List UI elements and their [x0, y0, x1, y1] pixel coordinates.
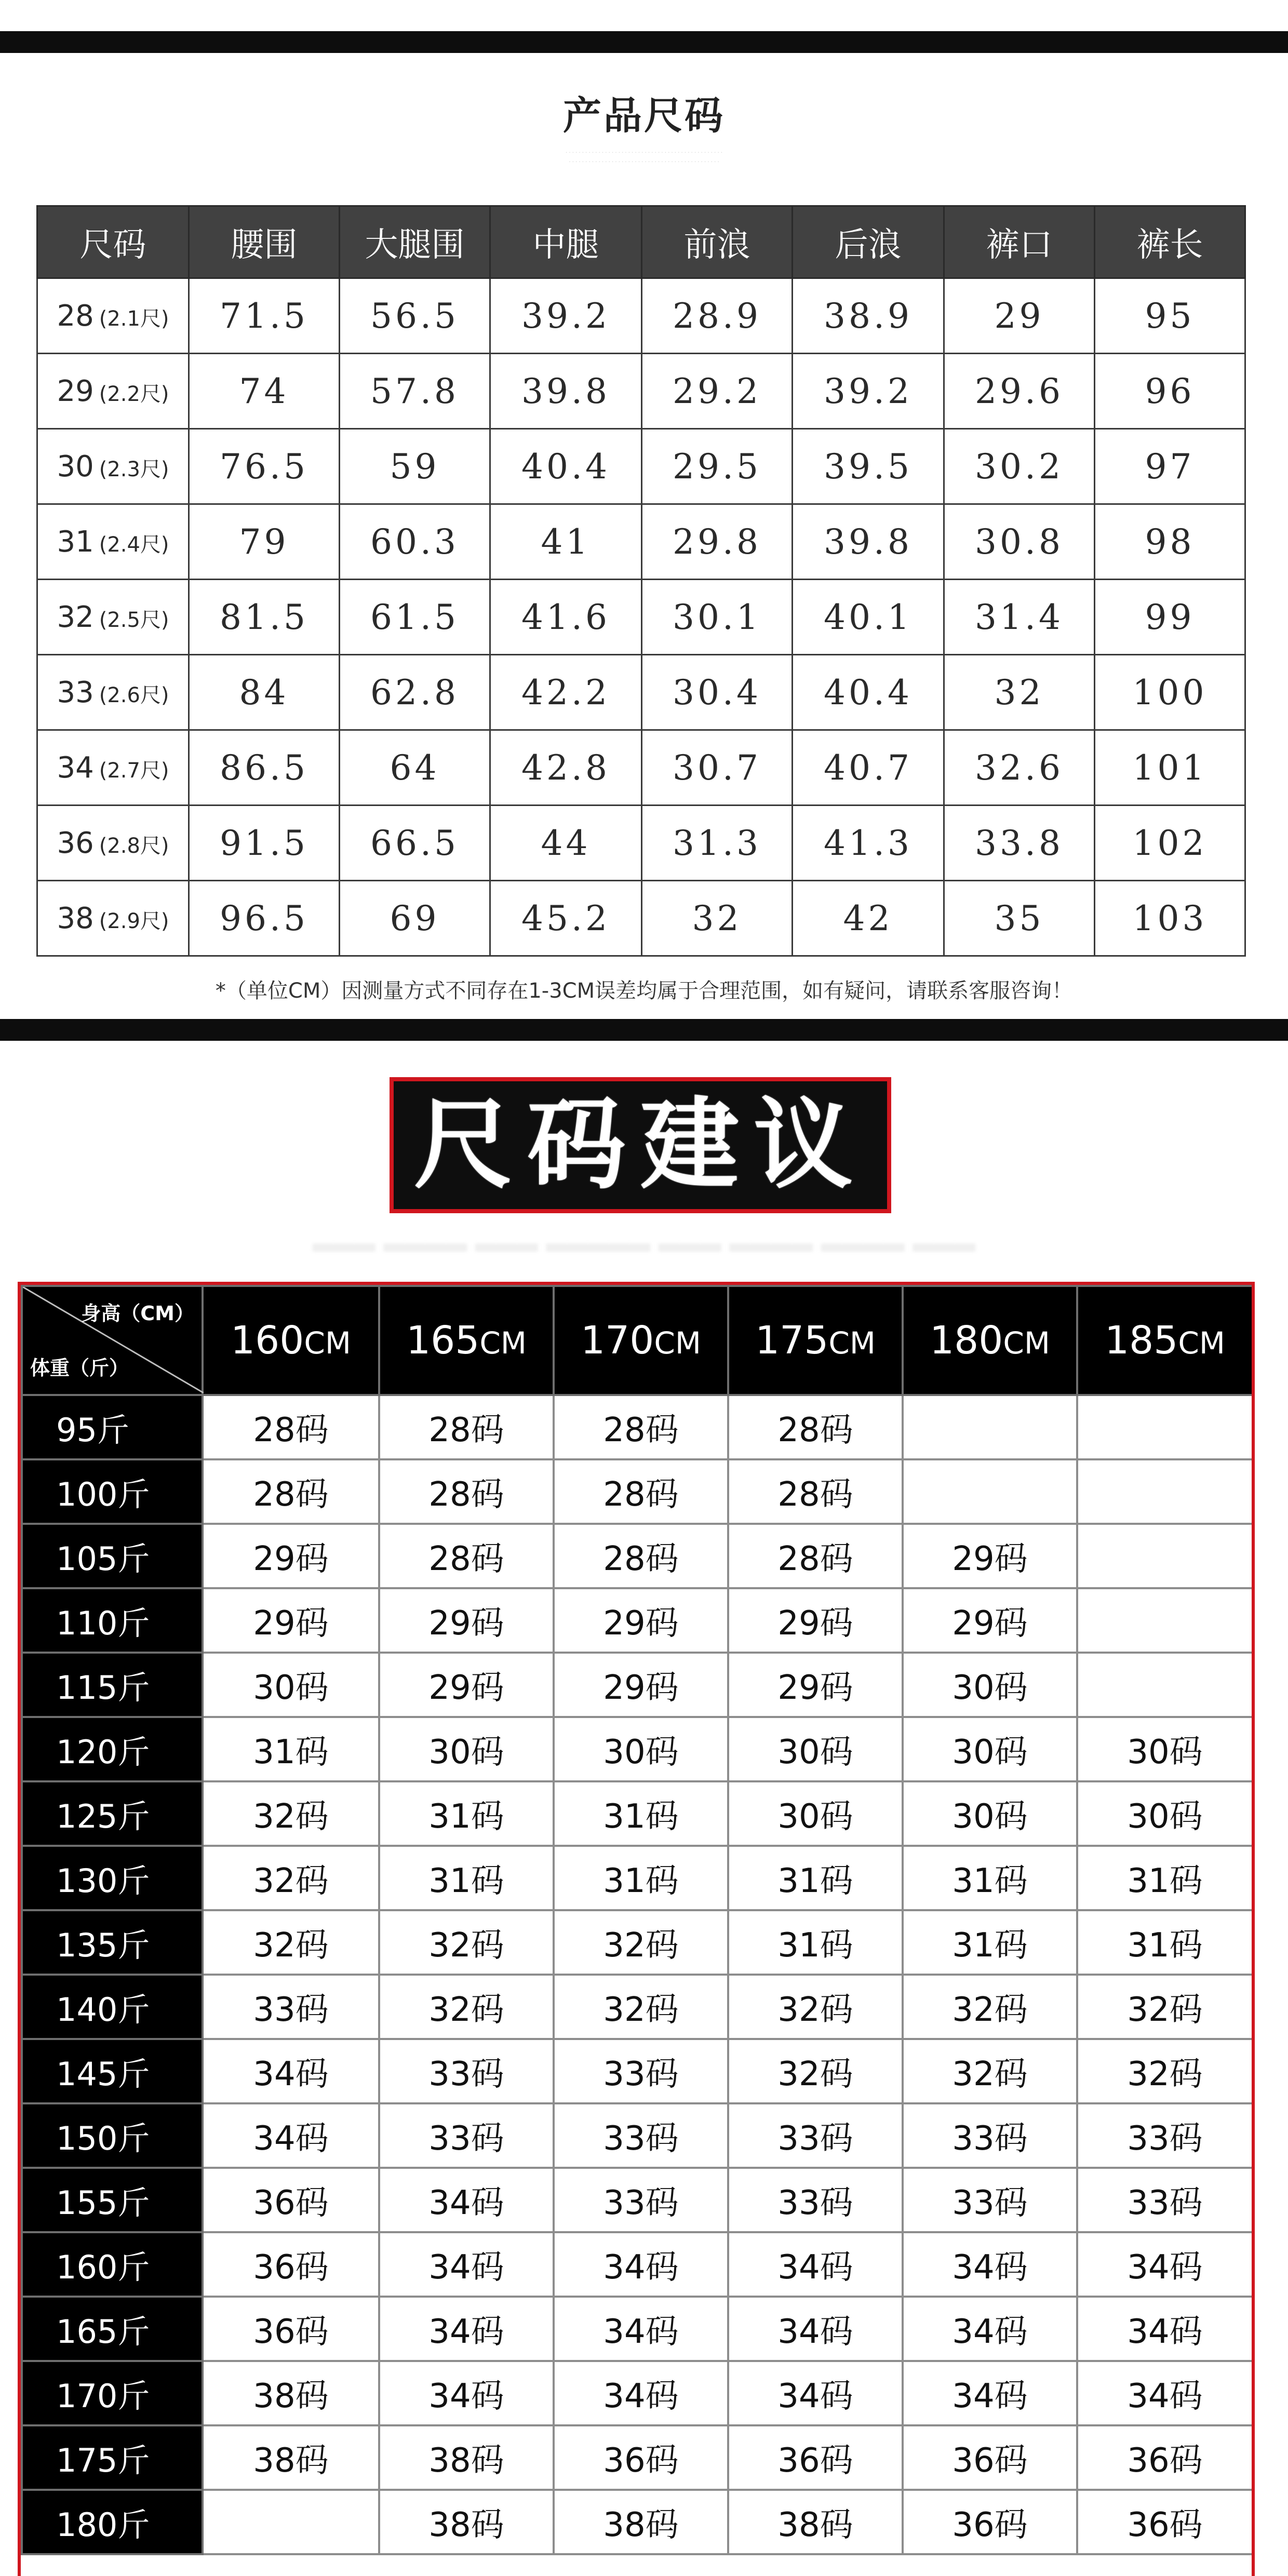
weight-row	[22, 2103, 1253, 2168]
measurement-cell: 32	[944, 655, 1095, 730]
measurement-cell: 74	[189, 354, 340, 429]
height-unit: CM	[1003, 1325, 1050, 1361]
recommended-size-cell: 32码	[728, 1975, 903, 2039]
recommended-size-cell: 34码	[903, 2361, 1077, 2425]
size-chart-row	[37, 580, 1245, 655]
measurement-cell: 99	[1095, 580, 1245, 655]
height-header-cell	[1077, 1286, 1253, 1395]
size-number: 32	[57, 600, 94, 634]
measurement-cell: 91.5	[189, 806, 340, 881]
recommended-size-cell: 29码	[379, 1653, 554, 1717]
height-axis-label: 身高（CM）	[81, 1302, 194, 1325]
size-label-cell	[37, 881, 189, 956]
size-label-cell	[37, 429, 189, 504]
measurement-cell: 39.8	[490, 354, 642, 429]
recommended-size-cell: 29码	[554, 1653, 728, 1717]
recommended-size-cell: 34码	[379, 2168, 554, 2232]
recommended-size-cell: 32码	[554, 1975, 728, 2039]
measurement-cell: 71.5	[189, 278, 340, 354]
measurement-cell: 96	[1095, 354, 1245, 429]
size-chart-title: 产品尺码	[563, 93, 725, 138]
recommended-size-cell: 31码	[554, 1781, 728, 1846]
size-label-cell	[37, 730, 189, 806]
measurement-cell: 59	[340, 429, 490, 504]
size-number: 30	[57, 449, 94, 484]
measurement-cell: 32.6	[944, 730, 1095, 806]
size-label-cell	[37, 655, 189, 730]
weight-row	[22, 2168, 1253, 2232]
recommended-size-cell: 33码	[379, 2103, 554, 2168]
size-chart-header-cell: 尺码	[37, 206, 189, 278]
height-value: 175	[755, 1318, 829, 1363]
measurement-cell: 31.4	[944, 580, 1095, 655]
recommended-size-cell: 34码	[903, 2232, 1077, 2297]
corner-header-cell	[22, 1286, 203, 1395]
size-label-cell	[37, 580, 189, 655]
recommended-size-cell	[1077, 1395, 1253, 1459]
recommended-size-cell	[203, 2490, 379, 2554]
measurement-cell: 45.2	[490, 881, 642, 956]
size-chart-row	[37, 730, 1245, 806]
recommended-size-cell: 31码	[903, 1846, 1077, 1910]
size-chart-table	[36, 205, 1246, 957]
recommended-size-cell: 34码	[379, 2361, 554, 2425]
measurement-cell: 101	[1095, 730, 1245, 806]
height-header-cell	[203, 1286, 379, 1395]
recommended-size-cell: 34码	[379, 2297, 554, 2361]
height-header-cell	[728, 1286, 903, 1395]
weight-axis-label: 体重（斤）	[30, 1357, 129, 1379]
size-chi-measure: (2.2尺)	[99, 382, 169, 406]
weight-label-cell: 130斤	[22, 1846, 203, 1910]
weight-row	[22, 2039, 1253, 2103]
measurement-cell: 33.8	[944, 806, 1095, 881]
weight-row	[22, 1846, 1253, 1910]
recommended-size-cell: 38码	[379, 2490, 554, 2554]
height-value: 165	[406, 1318, 480, 1363]
measurement-cell: 66.5	[340, 806, 490, 881]
size-chart-row	[37, 354, 1245, 429]
recommended-size-cell: 30码	[728, 1781, 903, 1846]
subtitle-decor-line: · · · · · · · · · · · · · · · · · · · · · · · · · · · · · · · · · · · · · · · · · · · · · · · ·	[566, 151, 722, 156]
measurement-cell: 97	[1095, 429, 1245, 504]
recommended-size-cell: 28码	[728, 1459, 903, 1524]
measurement-cell: 41	[490, 504, 642, 580]
weight-label-cell: 105斤	[22, 1524, 203, 1588]
measurement-cell: 95	[1095, 278, 1245, 354]
recommended-size-cell: 28码	[203, 1459, 379, 1524]
weight-row	[22, 1717, 1253, 1781]
weight-row	[22, 2425, 1253, 2490]
weight-row	[22, 1395, 1253, 1459]
measurement-cell: 57.8	[340, 354, 490, 429]
measurement-cell: 98	[1095, 504, 1245, 580]
recommended-size-cell: 34码	[728, 2297, 903, 2361]
recommended-size-cell: 34码	[203, 2039, 379, 2103]
weight-label-cell: 110斤	[22, 1588, 203, 1653]
recommended-size-cell: 36码	[554, 2425, 728, 2490]
size-chart-header-cell: 后浪	[793, 206, 944, 278]
measurement-cell: 41.3	[793, 806, 944, 881]
recommended-size-cell: 30码	[1077, 1781, 1253, 1846]
recommended-size-cell: 28码	[554, 1524, 728, 1588]
recommended-size-cell: 32码	[903, 1975, 1077, 2039]
size-chart-header-row	[37, 206, 1245, 278]
weight-row	[22, 2361, 1253, 2425]
measurement-cell: 62.8	[340, 655, 490, 730]
recommended-size-cell: 31码	[728, 1846, 903, 1910]
measurement-cell: 56.5	[340, 278, 490, 354]
recommended-size-cell: 29码	[903, 1524, 1077, 1588]
measurement-cell: 40.4	[793, 655, 944, 730]
recommended-size-cell: 34码	[203, 2103, 379, 2168]
measurement-cell: 42	[793, 881, 944, 956]
recommended-size-cell: 28码	[554, 1395, 728, 1459]
measurement-cell: 76.5	[189, 429, 340, 504]
size-chart-row	[37, 504, 1245, 580]
weight-label-cell: 175斤	[22, 2425, 203, 2490]
size-label-cell	[37, 354, 189, 429]
recommended-size-cell: 31码	[728, 1910, 903, 1975]
recommendation-table	[21, 1285, 1254, 2555]
weight-label-cell: 95斤	[22, 1395, 203, 1459]
recommended-size-cell: 29码	[203, 1588, 379, 1653]
recommended-size-cell: 38码	[728, 2490, 903, 2554]
measurement-cell: 32	[642, 881, 793, 956]
recommended-size-cell	[1077, 1588, 1253, 1653]
weight-label-cell: 145斤	[22, 2039, 203, 2103]
recommended-size-cell: 34码	[1077, 2297, 1253, 2361]
measurement-cell: 42.2	[490, 655, 642, 730]
recommended-size-cell	[903, 1459, 1077, 1524]
recommended-size-cell: 38码	[203, 2425, 379, 2490]
size-chart-row	[37, 278, 1245, 354]
weight-label-cell: 180斤	[22, 2490, 203, 2554]
recommended-size-cell: 30码	[903, 1717, 1077, 1781]
recommended-size-cell: 28码	[728, 1524, 903, 1588]
recommended-size-cell: 34码	[554, 2361, 728, 2425]
measurement-cell: 30.8	[944, 504, 1095, 580]
weight-label-cell: 165斤	[22, 2297, 203, 2361]
recommended-size-cell: 33码	[903, 2103, 1077, 2168]
recommended-size-cell: 36码	[203, 2168, 379, 2232]
recommended-size-cell: 32码	[1077, 2039, 1253, 2103]
size-number: 33	[57, 675, 94, 709]
measurement-cell: 38.9	[793, 278, 944, 354]
recommended-size-cell: 30码	[903, 1781, 1077, 1846]
recommended-size-cell	[1077, 1459, 1253, 1524]
recommended-size-cell: 38码	[203, 2361, 379, 2425]
recommended-size-cell: 29码	[379, 1588, 554, 1653]
recommended-size-cell: 31码	[379, 1846, 554, 1910]
height-unit: CM	[479, 1325, 527, 1361]
height-header-cell	[554, 1286, 728, 1395]
measurement-cell: 102	[1095, 806, 1245, 881]
size-chart-row	[37, 806, 1245, 881]
recommended-size-cell: 32码	[1077, 1975, 1253, 2039]
measurement-cell: 29.6	[944, 354, 1095, 429]
measurement-cell: 69	[340, 881, 490, 956]
size-chart-header-cell: 腰围	[189, 206, 340, 278]
size-number: 36	[57, 826, 94, 860]
recommended-size-cell: 36码	[1077, 2425, 1253, 2490]
measurement-cell: 81.5	[189, 580, 340, 655]
recommended-size-cell: 36码	[1077, 2490, 1253, 2554]
size-chart-row	[37, 429, 1245, 504]
weight-label-cell: 120斤	[22, 1717, 203, 1781]
recommended-size-cell: 32码	[379, 1910, 554, 1975]
measurement-cell: 64	[340, 730, 490, 806]
recommended-size-cell: 32码	[554, 1910, 728, 1975]
size-chi-measure: (2.1尺)	[99, 306, 169, 331]
recommendation-title: 尺码建议	[413, 1088, 867, 1202]
recommended-size-cell: 28码	[203, 1395, 379, 1459]
size-chart-header-cell: 裤口	[944, 206, 1095, 278]
recommended-size-cell: 34码	[554, 2232, 728, 2297]
measurement-cell: 39.5	[793, 429, 944, 504]
measurement-cell: 29.2	[642, 354, 793, 429]
recommended-size-cell	[1077, 1524, 1253, 1588]
size-chi-measure: (2.4尺)	[99, 532, 169, 557]
weight-label-cell: 100斤	[22, 1459, 203, 1524]
recommended-size-cell: 30码	[554, 1717, 728, 1781]
recommended-size-cell: 30码	[203, 1653, 379, 1717]
recommended-size-cell: 36码	[203, 2297, 379, 2361]
size-number: 34	[57, 750, 94, 785]
size-number: 38	[57, 901, 94, 935]
size-chart-row	[37, 881, 1245, 956]
banner-blur-decor: ▂▂▂ ▂▂▂▂ ▂▂▂ ▂▂▂▂▂ ▂▂▂ ▂▂▂▂ ▂▂▂▂ ▂▂▂	[313, 1220, 975, 1252]
height-value: 185	[1105, 1318, 1178, 1363]
recommended-size-cell: 38码	[554, 2490, 728, 2554]
recommended-size-cell: 29码	[903, 1588, 1077, 1653]
size-label-cell	[37, 278, 189, 354]
height-value: 180	[930, 1318, 1003, 1363]
recommended-size-cell: 33码	[728, 2103, 903, 2168]
recommended-size-cell: 34码	[1077, 2361, 1253, 2425]
size-chart-header-cell: 裤长	[1095, 206, 1245, 278]
recommended-size-cell: 31码	[903, 1910, 1077, 1975]
weight-row	[22, 1975, 1253, 2039]
measurement-cell: 86.5	[189, 730, 340, 806]
measurement-cell: 40.1	[793, 580, 944, 655]
measurement-cell: 29.5	[642, 429, 793, 504]
weight-label-cell: 135斤	[22, 1910, 203, 1975]
recommended-size-cell: 34码	[728, 2232, 903, 2297]
weight-row	[22, 1524, 1253, 1588]
recommended-size-cell: 33码	[554, 2103, 728, 2168]
recommended-size-cell: 33码	[728, 2168, 903, 2232]
measurement-cell: 30.1	[642, 580, 793, 655]
measurement-cell: 29	[944, 278, 1095, 354]
recommended-size-cell: 30码	[379, 1717, 554, 1781]
recommended-size-cell	[903, 1395, 1077, 1459]
recommended-size-cell: 34码	[728, 2361, 903, 2425]
recommended-size-cell: 31码	[203, 1717, 379, 1781]
weight-label-cell: 150斤	[22, 2103, 203, 2168]
measurement-cell: 29.8	[642, 504, 793, 580]
weight-label-cell: 160斤	[22, 2232, 203, 2297]
size-number: 28	[57, 299, 94, 333]
height-unit: CM	[304, 1325, 351, 1361]
recommended-size-cell: 32码	[203, 1846, 379, 1910]
recommended-size-cell: 36码	[203, 2232, 379, 2297]
measurement-cell: 40.4	[490, 429, 642, 504]
recommended-size-cell: 31码	[379, 1781, 554, 1846]
measurement-cell: 28.9	[642, 278, 793, 354]
recommended-size-cell: 38码	[379, 2425, 554, 2490]
measurement-cell: 100	[1095, 655, 1245, 730]
recommended-size-cell: 28码	[379, 1459, 554, 1524]
size-chi-measure: (2.7尺)	[99, 758, 169, 783]
weight-row	[22, 1910, 1253, 1975]
height-header-row	[22, 1286, 1253, 1395]
weight-row	[22, 1781, 1253, 1846]
recommended-size-cell: 33码	[203, 1975, 379, 2039]
recommended-size-cell: 30码	[1077, 1717, 1253, 1781]
size-chi-measure: (2.5尺)	[99, 608, 169, 632]
size-label-cell	[37, 806, 189, 881]
weight-label-cell: 155斤	[22, 2168, 203, 2232]
measurement-cell: 41.6	[490, 580, 642, 655]
recommended-size-cell: 31码	[1077, 1910, 1253, 1975]
height-unit: CM	[654, 1325, 701, 1361]
weight-label-cell: 140斤	[22, 1975, 203, 2039]
recommended-size-cell: 36码	[728, 2425, 903, 2490]
size-chart-header-cell: 前浪	[642, 206, 793, 278]
recommended-size-cell: 29码	[728, 1653, 903, 1717]
size-label-cell	[37, 504, 189, 580]
measurement-cell: 44	[490, 806, 642, 881]
height-unit: CM	[1178, 1325, 1225, 1361]
height-unit: CM	[828, 1325, 876, 1361]
size-chi-measure: (2.6尺)	[99, 683, 169, 707]
weight-row	[22, 2490, 1253, 2554]
recommended-size-cell: 28码	[379, 1395, 554, 1459]
height-value: 160	[231, 1318, 304, 1363]
recommended-size-cell: 36码	[903, 2425, 1077, 2490]
recommended-size-cell: 33码	[379, 2039, 554, 2103]
recommended-size-cell: 32码	[203, 1781, 379, 1846]
size-number: 29	[57, 374, 94, 408]
height-header-cell	[903, 1286, 1077, 1395]
size-chart-header-cell: 大腿围	[340, 206, 490, 278]
recommended-size-cell: 30码	[728, 1717, 903, 1781]
recommended-size-cell: 31码	[554, 1846, 728, 1910]
recommended-size-cell: 34码	[903, 2297, 1077, 2361]
size-chi-measure: (2.9尺)	[99, 909, 169, 933]
size-chi-measure: (2.3尺)	[99, 457, 169, 481]
size-chi-measure: (2.8尺)	[99, 834, 169, 858]
recommended-size-cell: 33码	[1077, 2168, 1253, 2232]
recommended-size-cell: 32码	[379, 1975, 554, 2039]
measurement-cell: 96.5	[189, 881, 340, 956]
recommended-size-cell: 30码	[903, 1653, 1077, 1717]
recommended-size-cell: 36码	[903, 2490, 1077, 2554]
recommended-size-cell: 28码	[554, 1459, 728, 1524]
weight-row	[22, 1588, 1253, 1653]
weight-label-cell: 125斤	[22, 1781, 203, 1846]
measurement-cell: 30.4	[642, 655, 793, 730]
top-bar	[0, 31, 1288, 53]
recommended-size-cell	[1077, 1653, 1253, 1717]
height-header-cell	[379, 1286, 554, 1395]
weight-label-cell: 170斤	[22, 2361, 203, 2425]
recommendation-table-frame	[18, 1282, 1255, 2576]
weight-row	[22, 2297, 1253, 2361]
measurement-cell: 31.3	[642, 806, 793, 881]
measurement-cell: 103	[1095, 881, 1245, 956]
weight-row	[22, 1459, 1253, 1524]
recommended-size-cell: 33码	[554, 2168, 728, 2232]
weight-row	[22, 2232, 1253, 2297]
weight-row	[22, 1653, 1253, 1717]
recommended-size-cell: 32码	[203, 1910, 379, 1975]
measurement-cell: 40.7	[793, 730, 944, 806]
measurement-cell: 39.2	[490, 278, 642, 354]
recommended-size-cell: 28码	[728, 1395, 903, 1459]
size-chart-header-cell: 中腿	[490, 206, 642, 278]
recommended-size-cell: 32码	[903, 2039, 1077, 2103]
recommended-size-cell: 33码	[554, 2039, 728, 2103]
recommended-size-cell: 33码	[1077, 2103, 1253, 2168]
measurement-cell: 39.8	[793, 504, 944, 580]
measurement-cell: 42.8	[490, 730, 642, 806]
divider-bar	[0, 1019, 1288, 1041]
measurement-cell: 84	[189, 655, 340, 730]
weight-label-cell: 115斤	[22, 1653, 203, 1717]
recommended-size-cell: 29码	[203, 1524, 379, 1588]
measurement-cell: 60.3	[340, 504, 490, 580]
subtitle-decor-line: · · · · · · · · · · · · · · · · · · · · · · · · · · · · · · · · · · · · · · · · · · · · · ·	[569, 160, 719, 165]
measurement-cell: 39.2	[793, 354, 944, 429]
recommended-size-cell: 33码	[903, 2168, 1077, 2232]
recommendation-banner	[390, 1077, 891, 1213]
size-number: 31	[57, 525, 94, 559]
measurement-note: *（单位CM）因测量方式不同存在1-3CM误差均属于合理范围，如有疑问，请联系客服咨询！	[215, 979, 1073, 1003]
size-chart-row	[37, 655, 1245, 730]
recommended-size-cell: 34码	[554, 2297, 728, 2361]
measurement-cell: 30.7	[642, 730, 793, 806]
recommended-size-cell: 31码	[1077, 1846, 1253, 1910]
measurement-cell: 79	[189, 504, 340, 580]
recommended-size-cell: 29码	[728, 1588, 903, 1653]
recommended-size-cell: 32码	[728, 2039, 903, 2103]
recommended-size-cell: 34码	[1077, 2232, 1253, 2297]
measurement-cell: 61.5	[340, 580, 490, 655]
recommended-size-cell: 29码	[554, 1588, 728, 1653]
recommended-size-cell: 34码	[379, 2232, 554, 2297]
measurement-cell: 30.2	[944, 429, 1095, 504]
height-value: 170	[581, 1318, 654, 1363]
recommended-size-cell: 28码	[379, 1524, 554, 1588]
measurement-cell: 35	[944, 881, 1095, 956]
